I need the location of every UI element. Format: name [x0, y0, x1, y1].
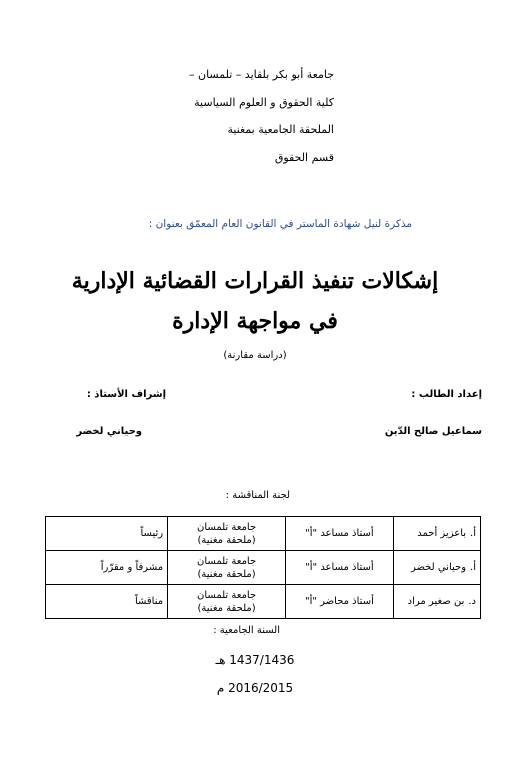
supervisor-label: إشراف الأستاذ : [86, 389, 166, 400]
member-university-cell [168, 551, 286, 585]
thesis-title-line2: في مواجهة الإدارة [172, 308, 338, 334]
member-role: رئيساً [46, 517, 168, 551]
member-name-cell [393, 517, 480, 551]
member-annex: (ملحقة مغنية) [197, 534, 256, 546]
member-prefix: د. [468, 596, 476, 607]
member-rank: أستاذ مساعد "أ" [286, 551, 394, 585]
memo-subtitle: مذكرة لنيل شهادة الماستر في القانون العام المعمّق بعنوان : [148, 218, 412, 230]
member-university-cell [168, 585, 286, 619]
member-annex: (ملحقة مغنية) [197, 568, 256, 580]
member-name-cell [393, 585, 480, 619]
faculty-name: كلية الحقوق و العلوم السياسية [194, 96, 334, 109]
member-name: وحياني لخضر [410, 562, 467, 573]
thesis-title-line1: إشكالات تنفيذ القرارات القضائية الإدارية [71, 268, 439, 294]
member-annex: (ملحقة مغنية) [197, 602, 256, 614]
study-type: (دراسة مقارنة) [223, 350, 287, 361]
academic-year-gregorian: 2016/2015 م [216, 681, 294, 695]
member-university: جامعة تلمسان [197, 589, 257, 601]
student-name: سماعيل صالح الدّين [384, 426, 482, 437]
table-row [46, 517, 481, 551]
table-row [46, 585, 481, 619]
committee-table [45, 516, 481, 619]
member-role: مشرفاً و مقرّراً [46, 551, 168, 585]
member-prefix: أ. [470, 562, 476, 573]
supervisor-name: وحياني لخضر [76, 426, 142, 437]
member-role: مناقشاً [46, 585, 168, 619]
annex-name: الملحقة الجامعية بمغنية [227, 123, 334, 136]
university-name: جامعة أبو بكر بلقايد – تلمسان – [189, 68, 334, 81]
committee-label: لجنة المناقشة : [225, 490, 290, 501]
member-name: بن صغير مراد [407, 596, 465, 607]
member-university: جامعة تلمسان [197, 521, 257, 533]
table-row [46, 551, 481, 585]
department-name: قسم الحقوق [274, 151, 334, 164]
member-university-cell [168, 517, 286, 551]
member-prefix: أ. [470, 528, 476, 539]
member-university: جامعة تلمسان [197, 555, 257, 567]
member-rank: أستاذ محاضر "أ" [286, 585, 394, 619]
student-label: إعداد الطالب : [411, 389, 482, 400]
member-name-cell [393, 551, 480, 585]
member-rank: أستاذ مساعد "أ" [286, 517, 394, 551]
academic-year-label: السنة الجامعية : [213, 625, 280, 636]
member-name: باعزيز أحمد [417, 528, 467, 539]
academic-year-hijri: 1437/1436 هـ [215, 653, 295, 667]
